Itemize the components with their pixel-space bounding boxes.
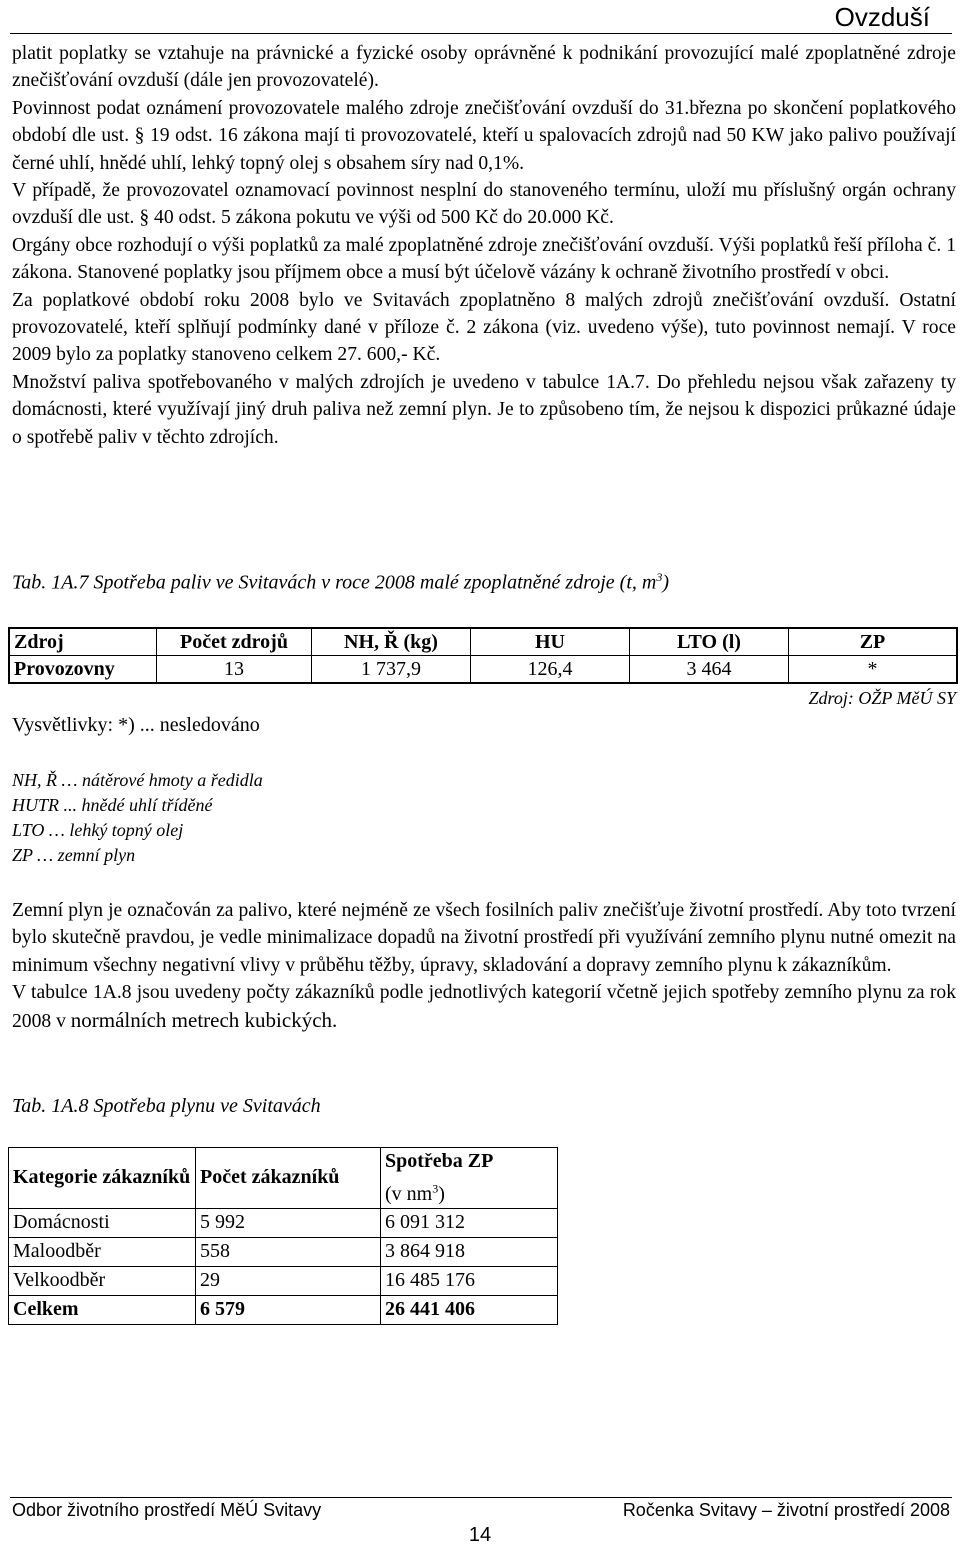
table-row: [9, 656, 957, 684]
table-cell: 126,4: [471, 656, 630, 684]
paragraph: V tabulce 1A.8 jsou uvedeny počty zákazníků podle jednotlivých kategorií včetně jejich spotřeby zemního plynu za rok 2008 v normálních metrech kubických.: [12, 982, 956, 1032]
footer-department: Odbor životního prostředí MěÚ Svitavy: [12, 1500, 322, 1520]
table-cell: 13: [157, 656, 312, 684]
table-header-cell: Zdroj: [9, 628, 157, 656]
table-row: [9, 1208, 558, 1237]
table-cell: Maloodběr: [9, 1237, 196, 1266]
table-header-cell: NH, Ř (kg): [312, 628, 471, 656]
abbreviation-item: HUTR ... hnědé uhlí tříděné: [12, 795, 213, 815]
table-cell: 6 091 312: [381, 1208, 558, 1237]
paragraph: Množství paliva spotřebovaného v malých zdrojích je uvedeno v tabulce 1A.7. Do přehledu nejsou však zařazeny ty domácnosti, které využívají jiný druh paliva než zemní plyn. Je to způsobeno tím, že nejsou k dispozici průkazné údaje o spotřebě paliv v těchto zdrojích.: [12, 371, 956, 448]
paragraph: Orgány obce rozhodují o výši poplatků za malé zpoplatněné zdroje znečišťování ovzduší. Výši poplatků řeší příloha č. 1 zákona. Stanovené poplatky jsou příjmem obce a musí být účelově vázány k ochraně životního prostředí v obci.: [12, 234, 956, 284]
table-caption: Tab. 1A.8 Spotřeba plynu ve Svitavách: [12, 1095, 321, 1117]
table-cell: 6 579: [196, 1295, 381, 1324]
table-header-cell: Počet zdrojů: [157, 628, 312, 656]
page-number: 14: [468, 1524, 492, 1546]
table-cell: Provozovny: [9, 656, 157, 684]
table-cell: 26 441 406: [381, 1295, 558, 1324]
body-text-2: [12, 897, 956, 1035]
gas-consumption-table: [8, 1147, 558, 1325]
table-header-cell: LTO (l): [630, 628, 789, 656]
table-cell: 1 737,9: [312, 656, 471, 684]
table-caption: Tab. 1A.7 Spotřeba paliv ve Svitavách v roce 2008 malé zpoplatněné zdroje (t, $m^3$): [12, 570, 669, 594]
table-cell: 5 992: [196, 1208, 381, 1237]
table-cell: Domácnosti: [9, 1208, 196, 1237]
table-cell: 16 485 176: [381, 1266, 558, 1295]
fuel-consumption-table: [8, 627, 958, 684]
table-cell: 3 464: [630, 656, 789, 684]
table-header-cell: ZP: [789, 628, 958, 656]
paragraph: platit poplatky se vztahuje na právnické a fyzické osoby oprávněné k podnikání provozující malé zpoplatněné zdroje znečišťování ovzduší (dále jen provozovatelé).: [12, 43, 956, 92]
paragraph: Povinnost podat oznámení provozovatele malého zdroje znečišťování ovzduší do 31.března po skončení poplatkového období dle ust. § 19 odst. 16 zákona mají ti provozovatelé, kteří u spalovacích zdrojů nad 50 KW jako palivo používají černé uhlí, hnědé uhlí, lehký topný olej s obsahem síry nad 0,1%.: [12, 97, 956, 174]
abbreviation-item: LTO … lehký topný olej: [12, 820, 184, 840]
body-text: [12, 40, 956, 451]
abbreviation-item: NH, Ř … nátěrové hmoty a ředidla: [12, 770, 263, 790]
section-title: Ovzduší: [834, 2, 930, 32]
header-divider: [10, 33, 952, 34]
abbreviation-list: [12, 768, 263, 868]
table-cell: Velkoodběr: [9, 1266, 196, 1295]
paragraph: V případě, že provozovatel oznamovací povinnost nesplní do stanoveného termínu, uloží mu příslušný orgán ochrany ovzduší dle ust. § 40 odst. 5 zákona pokutu ve výši od 500 Kč do 20.000 Kč.: [12, 180, 956, 229]
table-total-row: [9, 1295, 558, 1324]
table-header-cell: HU: [471, 628, 630, 656]
table-row: [9, 1266, 558, 1295]
table-source: Zdroj: OŽP MěÚ SY: [808, 688, 956, 708]
table-cell: 29: [196, 1266, 381, 1295]
table-header-cell: Počet zákazníků: [196, 1148, 381, 1209]
table-cell: 558: [196, 1237, 381, 1266]
footer-publication: Ročenka Svitavy – životní prostředí 2008: [622, 1500, 950, 1520]
table-cell: *: [789, 656, 958, 684]
table-legend: Vysvětlivky: *) ... nesledováno: [12, 714, 260, 736]
table-cell: 3 864 918: [381, 1237, 558, 1266]
table-header-row: [9, 628, 957, 656]
table-header-cell: Kategorie zákazníků: [9, 1148, 196, 1209]
footer-divider: [10, 1497, 952, 1498]
table-cell: Celkem: [9, 1295, 196, 1324]
table-header-cell: Spotřeba ZP (v $nm^3$): [381, 1148, 558, 1209]
table-header-row: [9, 1148, 558, 1209]
paragraph: Zemní plyn je označován za palivo, které nejméně ze všech fosilních paliv znečišťuje životní prostředí. Aby toto tvrzení bylo skutečně pravdou, je vedle minimalizace dopadů na životní prostředí při využívání zemního plynu nutné omezit na minimum všechny negativní vlivy v průběhu těžby, úpravy, skladování a dopravy zemního plynu k zákazníkům.: [12, 900, 956, 976]
abbreviation-item: ZP … zemní plyn: [12, 845, 136, 865]
table-row: [9, 1237, 558, 1266]
paragraph: Za poplatkové období roku 2008 bylo ve Svitavách zpoplatněno 8 malých zdrojů znečišťování ovzduší. Ostatní provozovatelé, kteří splňují podmínky dané v příloze č. 2 zákona (viz. uvedeno výše), tuto povinnost nemají. V roce 2009 bylo za poplatky stanoveno celkem 27. 600,- Kč.: [12, 289, 956, 366]
